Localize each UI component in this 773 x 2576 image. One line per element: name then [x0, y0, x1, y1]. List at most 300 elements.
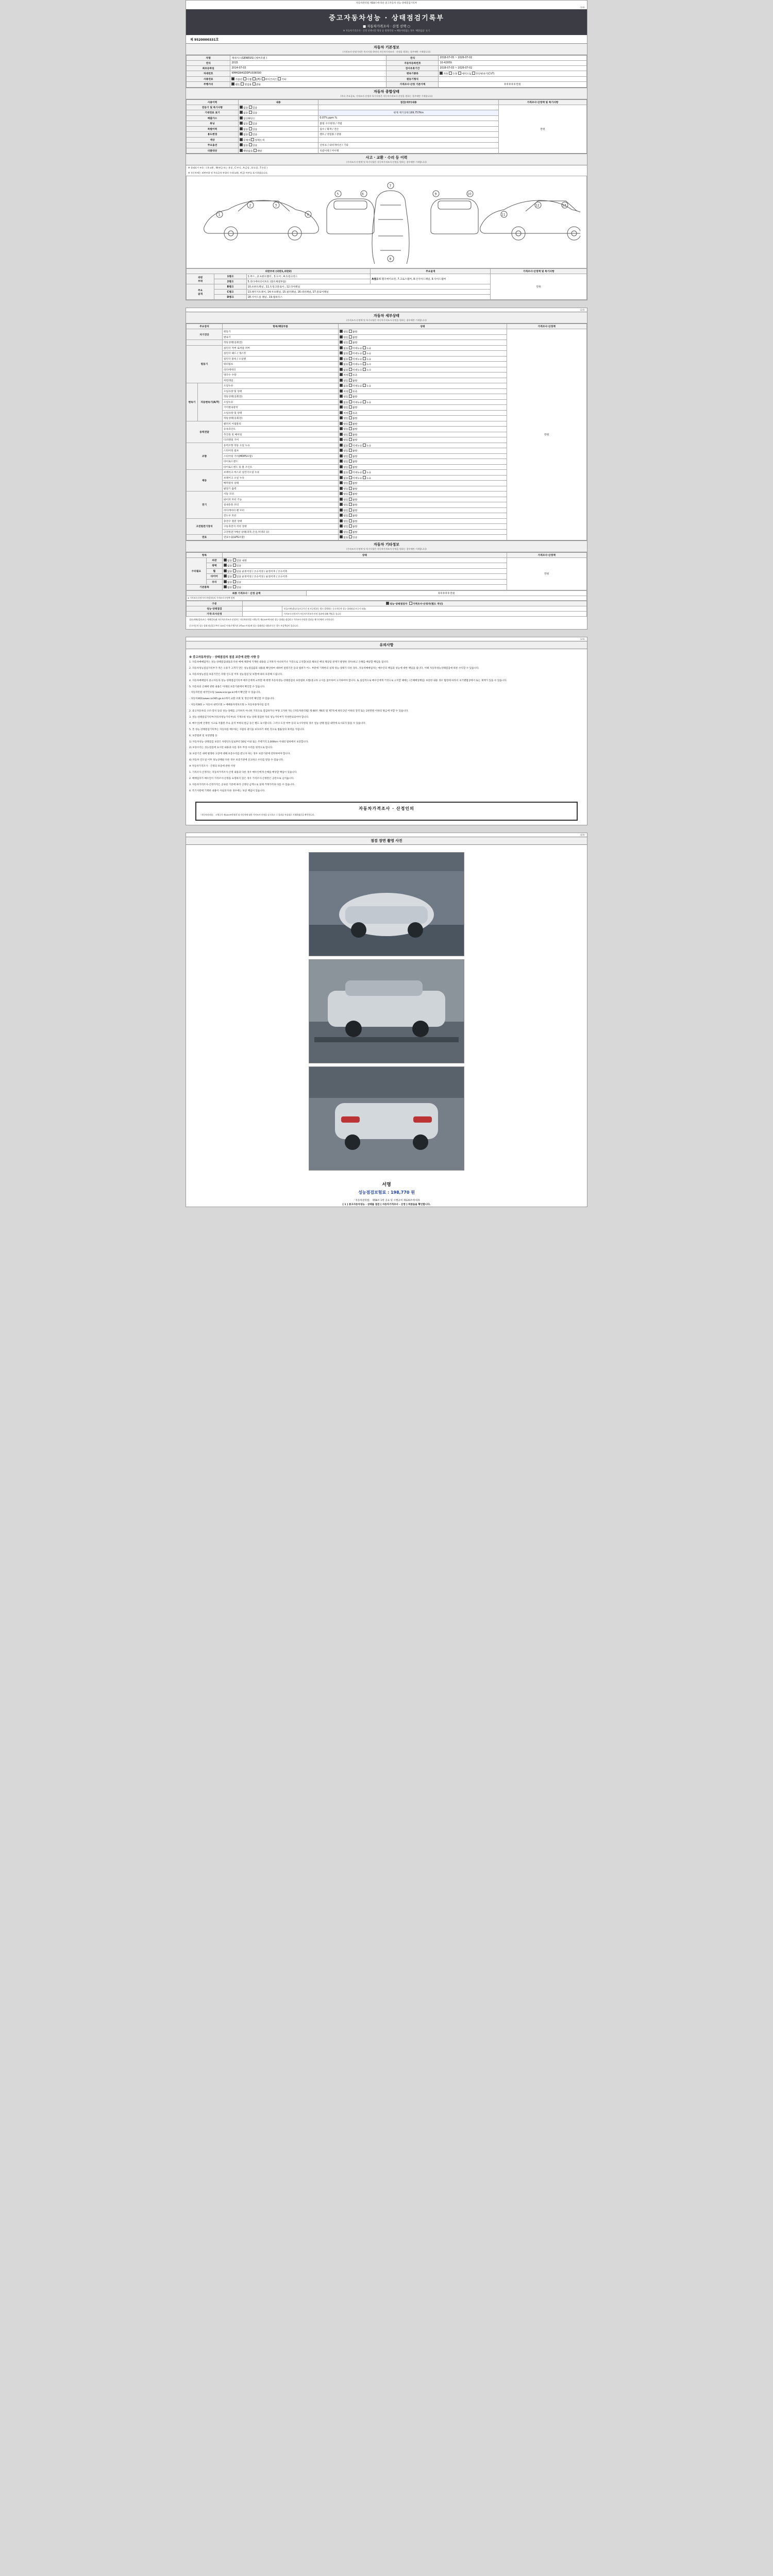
option-label: 불량	[352, 526, 358, 529]
checkbox-issue-1[interactable]	[349, 519, 352, 522]
serial-value: 9520000331호	[194, 38, 219, 42]
row-options	[239, 115, 318, 121]
detail-item-name: 클러치 어셈블리	[222, 421, 338, 427]
option-label: 불량	[352, 455, 358, 458]
checkbox-manual[interactable]	[449, 72, 452, 75]
checkbox-issue-1[interactable]	[349, 487, 352, 490]
checkbox-issue-1[interactable]	[349, 335, 352, 338]
col-header: 내용	[239, 99, 318, 105]
checkbox-issue-1[interactable]	[349, 498, 352, 501]
option-label: 없음	[343, 445, 349, 447]
accident-rank-table	[186, 268, 587, 300]
checkbox-yes[interactable]	[249, 143, 252, 146]
option-label: 있음	[252, 144, 258, 147]
detail-item-name: 커먼레일	[222, 378, 338, 383]
detail-item-options	[339, 378, 507, 383]
detail-item-name: 스티어링 기어(MDPS포함)	[222, 453, 338, 459]
checkbox-lpg[interactable]	[253, 77, 256, 80]
detail-item-options	[339, 497, 507, 502]
checkbox-good[interactable]	[340, 416, 343, 419]
rank-label: 1랭크	[214, 274, 246, 279]
checkbox-good[interactable]	[340, 379, 343, 382]
checkbox-issue-1[interactable]	[349, 470, 352, 473]
checkbox-yes[interactable]	[233, 580, 236, 583]
others-item-name: 광택	[206, 563, 222, 569]
others-item-detail: 운전석전 / 조수석전 / 운전석후 / 조수석후	[242, 575, 288, 579]
option-label: 기타	[281, 78, 287, 81]
insurance-fee-value: 198,770 원	[390, 1190, 415, 1195]
detail-item-name: 등속죠인트	[222, 427, 338, 432]
option-label: 없음	[343, 347, 349, 350]
checkbox-odo-biz[interactable]	[241, 82, 244, 86]
checkbox-issue-1[interactable]	[349, 379, 352, 382]
checkbox-good[interactable]	[340, 384, 343, 387]
option-label: 누유	[366, 471, 372, 474]
checkbox-issue-1[interactable]	[349, 438, 352, 441]
table-row	[187, 329, 587, 335]
checkbox-issue-1[interactable]	[349, 330, 352, 333]
checkbox-good[interactable]	[340, 330, 343, 333]
checkbox-gasoline[interactable]	[231, 77, 234, 80]
checkbox-good[interactable]	[340, 481, 343, 484]
option-label: 가솔린	[235, 78, 243, 81]
option-label: 세미오토	[462, 73, 472, 76]
checkbox-issue-1[interactable]	[349, 481, 352, 484]
checkbox-none[interactable]	[240, 127, 243, 130]
checkbox-good[interactable]	[340, 400, 343, 403]
detail-group-label: 원동기	[187, 345, 223, 383]
detail-item-name: 고전원전기배선 상태(피복,손상,커넥터 등)	[222, 529, 338, 535]
checkbox-issue-2[interactable]	[363, 368, 366, 371]
detail-item-name: 오일누유	[222, 383, 338, 389]
checkbox-issue-1[interactable]	[349, 524, 352, 528]
detail-item-name: 실린더 블록 / 오일팬	[222, 356, 338, 362]
detail-table-body	[187, 329, 587, 540]
checkbox-issue-1[interactable]	[349, 454, 352, 457]
checkbox-good[interactable]	[340, 470, 343, 473]
checkbox-yes[interactable]	[233, 564, 236, 567]
col-header: 가격조사·산정액 및 특기사항	[499, 99, 587, 105]
table-row	[187, 76, 587, 82]
others-footer-note: 상품(매매)업자(또는 매매업자)와 자동차가격조사·산정자는 자동차관리법 시행규칙 제120조에 따라 성능·상태를 점검하고 가격조사·산정한 결과를 매수인에게 고지합니다.	[189, 618, 334, 621]
rank-items: 5.라디에이터서포트 (볼트체결부품)	[246, 279, 371, 284]
checkbox-good[interactable]	[340, 449, 343, 452]
serial-row	[186, 35, 587, 43]
col-header: 상태	[339, 324, 507, 329]
checkbox-good[interactable]	[340, 465, 343, 468]
checkbox-none[interactable]	[224, 580, 227, 583]
option-label: 불량	[352, 482, 358, 485]
checkbox-yes[interactable]	[233, 558, 236, 562]
checkbox-none[interactable]	[224, 569, 227, 572]
checkbox-issue-1[interactable]	[349, 341, 352, 344]
checkbox-yes[interactable]	[254, 149, 257, 152]
option-label: 미세누유	[352, 445, 363, 447]
checkbox-hybrid[interactable]	[262, 77, 265, 80]
section-detail	[186, 312, 587, 324]
checkbox-yes[interactable]	[233, 585, 236, 588]
checkbox-issue-1[interactable]	[349, 411, 352, 414]
checkbox-good[interactable]	[340, 346, 343, 349]
checkbox-issue-1[interactable]	[349, 427, 352, 430]
checkbox-none[interactable]	[224, 585, 227, 588]
document-subnote: ※ 자동차가격조사 · 산정 선택시만 명칭 등 항목작성 → 해당사항없는 경우 '해당없음' 표기	[343, 30, 430, 32]
detail-note: 만원	[507, 329, 586, 540]
option-label: 일산화탄소	[243, 117, 256, 120]
checkbox-yes[interactable]	[233, 569, 236, 572]
checkbox-good[interactable]	[340, 514, 343, 517]
notice-item: 3. 자동차가격조사·산정가격은 공표된 기준에 따라 산정된 금액으로 실제 거래가격과 다를 수 있습니다.	[189, 783, 295, 786]
detail-item-options	[339, 502, 507, 508]
col-header: 상태	[222, 552, 507, 557]
row-key: 주요옵션	[187, 143, 239, 148]
rank-items: 13.패키지트레이, 14.루프패널, 15.필러패널, 16.대쉬패널, 17.플로어패널	[246, 290, 491, 295]
option-label: 없음	[227, 586, 233, 589]
checkbox-co[interactable]	[240, 116, 243, 120]
section-basic-sub: (가격조사·산정가격은 특기사항 하단의 자동차가격조사 · 산정을 원하는 경우에만 기재합니다)	[342, 50, 431, 53]
cell-value: KMHGW41DDFU036590	[230, 71, 386, 77]
cell-label: 차명	[187, 56, 230, 61]
option-label: 없음	[243, 123, 248, 126]
checkbox-performance-checker[interactable]	[386, 602, 389, 605]
declaration-title: 자동차가격조사 · 산정인의	[359, 806, 414, 811]
total-label: 최종 가격조사 · 산정 금액	[187, 590, 307, 596]
detail-item-options	[339, 464, 507, 470]
checkbox-none[interactable]	[240, 122, 243, 125]
detail-item-options	[339, 475, 507, 481]
option-label: 렌트	[235, 83, 240, 87]
detail-item-options	[339, 372, 507, 378]
others-item-name: 외관	[206, 557, 222, 563]
option-label: 없음	[343, 363, 349, 366]
checkbox-issue-1[interactable]	[349, 444, 352, 447]
checkbox-good[interactable]	[340, 503, 343, 506]
accident-legend-2: ※ 자동차에는 외판부위 및 주요골격 부위의 수리(교환, 판금) 여부를 표시하였습니다.	[188, 172, 268, 174]
outer-group-label: 외판 부위	[187, 274, 214, 284]
checkbox-good[interactable]	[340, 524, 343, 528]
cell-label: 검사유효기간	[386, 66, 439, 71]
rank-label: 2랭크	[214, 279, 246, 284]
checkbox-issue-2[interactable]	[363, 400, 366, 403]
option-label: 적정	[343, 391, 349, 393]
checkbox-good[interactable]	[340, 411, 343, 414]
svg-text:1: 1	[218, 213, 221, 217]
checkbox-good[interactable]	[340, 433, 343, 436]
checkbox-issue-2[interactable]	[363, 362, 366, 365]
checkbox-yes[interactable]	[233, 574, 236, 578]
detail-item-options	[339, 529, 507, 535]
checkbox-na[interactable]	[240, 149, 243, 152]
checkbox-good[interactable]	[340, 357, 343, 360]
sign-row-c2: 보증(서면)합니다(보증기간 및 보증범위는 별도 발행하는 중고자동차 성능·상태점검 보증서 따름)	[282, 606, 587, 612]
checkbox-none[interactable]	[224, 574, 227, 578]
checkbox-issue-1[interactable]	[349, 405, 352, 409]
checkbox-issue-2[interactable]	[363, 444, 366, 447]
checkbox-issue-2[interactable]	[363, 346, 366, 349]
table-row	[187, 606, 587, 612]
checkbox-issue-1[interactable]	[349, 416, 352, 419]
checkbox-good[interactable]	[340, 427, 343, 430]
odometer-value: 현재 계기상태 169,757Km	[318, 110, 499, 116]
option-label: 해당없음	[243, 150, 253, 152]
checkbox-issue-1[interactable]	[349, 509, 352, 512]
detail-item-options	[339, 340, 507, 346]
checkbox-good[interactable]	[340, 368, 343, 371]
diagram-markers	[216, 182, 568, 262]
checkbox-good[interactable]	[340, 487, 343, 490]
cell-value: 0 0 0 0 0 만원	[439, 82, 587, 88]
option-label: 불량	[352, 504, 358, 507]
notice-item: 3. 자동차성능점검 보증기간은 차량 인도일 이후 성능점검 및 보험에 따라 보증해 드립니다.	[189, 673, 283, 676]
svg-text:11: 11	[501, 213, 506, 217]
checkbox-odo-gov[interactable]	[253, 82, 256, 86]
option-label: 없음	[343, 385, 349, 388]
sign-row-c1	[242, 606, 282, 612]
detail-group-label: 고전원전기장치	[187, 518, 223, 535]
notice-item: 1. 자동차매매업자는 성능·상태점검내용과 다른 매매 체결에 기재한 내용을 고지하지 아니하거나 거짓으로 고지할(보증 채보신 배상 채상업 관계가 발생한 경우)하고 손해를 배상할 책임을 집니다.	[189, 661, 389, 664]
photo-lift	[309, 959, 464, 1063]
detail-item-options	[339, 524, 507, 530]
row-detail: 렌트 / 영업용 / 관용	[318, 132, 499, 138]
option-label: 양호	[343, 417, 349, 420]
sheet-1	[186, 0, 587, 300]
checkbox-good[interactable]	[340, 498, 343, 501]
checkbox-auto[interactable]	[440, 72, 443, 75]
detail-item-options	[339, 432, 507, 437]
table-row	[187, 105, 587, 110]
table-row	[187, 61, 587, 66]
detail-item-options	[339, 492, 507, 497]
checkbox-good[interactable]	[340, 351, 343, 354]
checkbox-good[interactable]	[340, 476, 343, 479]
option-label: 불량	[352, 417, 358, 420]
checkbox-good[interactable]	[340, 405, 343, 409]
cell-value	[439, 71, 587, 77]
option-label: 영업용	[244, 83, 252, 87]
checkbox-issue-2[interactable]	[363, 470, 366, 473]
checkbox-yes[interactable]	[249, 132, 252, 135]
option-label: 있음	[236, 586, 241, 589]
checkbox-yes[interactable]	[249, 106, 252, 109]
detail-item-options	[339, 367, 507, 372]
checkbox-issue-1[interactable]	[349, 395, 352, 398]
checkbox-issue-2[interactable]	[363, 384, 366, 387]
detail-item-options	[339, 453, 507, 459]
checkbox-good[interactable]	[340, 341, 343, 344]
option-label: 양호	[343, 510, 349, 512]
checkbox-good[interactable]	[340, 362, 343, 365]
checkbox-yes[interactable]	[249, 111, 252, 114]
checkbox-yes[interactable]	[249, 127, 252, 130]
checkbox-none[interactable]	[240, 111, 243, 114]
detail-item-name: 발전기 출력	[222, 486, 338, 492]
option-label: 불량	[352, 439, 358, 442]
col-header: 가격조사·산정액	[507, 552, 586, 557]
option-label: 없음	[243, 128, 248, 131]
cell-label: 원동기형식	[386, 76, 439, 82]
option-label: 미세누유	[352, 358, 363, 361]
checkbox-good[interactable]	[340, 444, 343, 447]
detail-item-name: 실린더 커버 로커암 커버	[222, 345, 338, 351]
detail-group-label: 연료	[187, 535, 223, 540]
checkbox-issue-1[interactable]	[349, 465, 352, 468]
notice-item: 2) 보증수리는 성능점검에 표시된 내용과 다를 경우 무상 수리를 원칙으로 합니다.	[189, 747, 273, 750]
detail-item-name: 작동상태(공회전)	[222, 394, 338, 400]
checkbox-good[interactable]	[340, 530, 343, 533]
checkbox-none[interactable]	[240, 132, 243, 135]
checkbox-issue-1[interactable]	[349, 492, 352, 495]
option-label: 부족	[352, 391, 358, 393]
signature-label: 서명	[382, 1182, 391, 1188]
checkbox-issue-1[interactable]	[349, 362, 352, 365]
checkbox-issue-1[interactable]	[349, 400, 352, 403]
checkbox-good[interactable]	[340, 454, 343, 457]
row-options	[239, 110, 318, 116]
checkbox-odo-ok[interactable]	[231, 82, 234, 86]
checkbox-issue-1[interactable]	[349, 368, 352, 371]
checkbox-issue-1[interactable]	[349, 476, 352, 479]
option-label: 없음	[227, 565, 233, 568]
option-label: 양호	[343, 439, 349, 442]
detail-item-name: 오일유량 및 상태	[222, 410, 338, 416]
checkbox-issue-2[interactable]	[363, 357, 366, 360]
photos-body	[186, 845, 587, 1178]
checkbox-good[interactable]	[340, 519, 343, 522]
option-label: 있음	[236, 575, 242, 579]
row-key: 색상	[187, 137, 239, 143]
checkbox-good[interactable]	[340, 460, 343, 463]
option-label: 없음	[227, 570, 233, 573]
checkbox-good[interactable]	[340, 422, 343, 425]
signature-table	[186, 601, 587, 617]
checkbox-issue-1[interactable]	[349, 422, 352, 425]
checkbox-good[interactable]	[340, 509, 343, 512]
option-label: 부족	[352, 412, 358, 415]
checkbox-issue-1[interactable]	[349, 449, 352, 452]
notice-item: 5. 자동차의 손해에 관한 내용은 아래의 보증기관에서 확인할 수 있습니다.	[189, 685, 265, 688]
checkbox-full[interactable]	[251, 138, 254, 141]
cell-label: 사용연료	[187, 76, 230, 82]
checkbox-issue-1[interactable]	[349, 351, 352, 354]
row-key: 특별이력	[187, 126, 239, 132]
option-label: 양호	[343, 499, 349, 501]
option-label: 없음	[343, 358, 349, 361]
detail-item-name: 배력장치 상태	[222, 481, 338, 486]
table-row	[187, 66, 587, 71]
cell-label: 차대번호	[187, 71, 230, 77]
option-label: 불량	[352, 331, 358, 334]
checkbox-good[interactable]	[340, 395, 343, 398]
checkbox-yes[interactable]	[249, 122, 252, 125]
checkbox-issue-1[interactable]	[349, 530, 352, 533]
notice-title: 유의사항	[379, 643, 394, 647]
checkbox-none[interactable]	[240, 138, 243, 141]
car-diagram-svg	[189, 178, 580, 264]
car-diagram-box	[186, 176, 587, 268]
option-label: 수동	[452, 73, 458, 76]
sign-col-header-note	[242, 601, 586, 606]
table-row	[187, 557, 587, 563]
total-value: 0 0 0 0 0 만원	[307, 590, 587, 596]
detail-item-options	[339, 416, 507, 421]
cell-value: 2018-07-03 ~ 2026-07-02	[439, 66, 587, 71]
checkbox-issue-1[interactable]	[349, 346, 352, 349]
detail-item-name: 냉각수 수량	[222, 372, 338, 378]
notice-item: ※ 자동차가격조사 · 산정의 보증에 관한 사항	[189, 765, 236, 768]
col-header: 사용이력	[187, 99, 239, 105]
cell-value: 제네시스(GENESIS) (세부모델 )	[230, 56, 386, 61]
checkbox-good[interactable]	[340, 438, 343, 441]
checkbox-issue-1[interactable]	[349, 535, 352, 538]
checkbox-good[interactable]	[340, 535, 343, 538]
checkbox-issue-1[interactable]	[349, 503, 352, 506]
cell-value: 2018-07-05 ~ 2026-07-02	[439, 56, 587, 61]
detail-item-options	[339, 427, 507, 432]
sign-col-header: 구분	[187, 601, 243, 606]
option-label: 불량	[352, 488, 358, 490]
checkbox-price-assessor[interactable]	[409, 602, 412, 605]
detail-item-name: 구동축전지 격리 상태	[222, 524, 338, 530]
checkbox-issue-2[interactable]	[363, 351, 366, 354]
option-label: 성능·상태점검자	[390, 603, 408, 605]
others-item-detail: 내장	[242, 560, 247, 562]
detail-item-options	[339, 443, 507, 448]
col-header: 점검(세부)내용	[318, 99, 499, 105]
checkbox-good[interactable]	[340, 492, 343, 495]
detail-item-name: 작동상태(공회전)	[222, 416, 338, 421]
checkbox-issue-1[interactable]	[349, 357, 352, 360]
detail-item-options	[339, 388, 507, 394]
checkbox-issue-1[interactable]	[349, 384, 352, 387]
option-label: 누유	[366, 477, 372, 480]
row-detail: 0.07% ppm %	[318, 115, 499, 121]
option-label: 있음	[252, 107, 258, 109]
checkbox-good[interactable]	[340, 335, 343, 338]
checkbox-issue-1[interactable]	[349, 433, 352, 436]
others-item-options	[222, 574, 507, 580]
checkbox-issue-1[interactable]	[349, 460, 352, 463]
row-detail: 침수 / 화재 / 전손	[318, 126, 499, 132]
detail-item-options	[339, 459, 507, 465]
detail-item-options	[339, 448, 507, 454]
row-key: 튜닝	[187, 121, 239, 127]
checkbox-none[interactable]	[224, 558, 227, 562]
option-label: 양호	[343, 493, 349, 496]
checkbox-issue-1[interactable]	[349, 373, 352, 376]
others-item-detail: 운전석전 / 조수석전 / 운전석후 / 조수석후	[242, 570, 288, 573]
row-options	[239, 126, 318, 132]
detail-item-name: 변속기	[222, 334, 338, 340]
cell-label: 연식	[386, 56, 439, 61]
others-group-label: 기본품목	[187, 585, 223, 590]
checkbox-good[interactable]	[340, 389, 343, 393]
checkbox-none[interactable]	[224, 564, 227, 567]
row-key: 기대연료 표기	[187, 110, 239, 116]
option-label: 양호	[343, 434, 349, 436]
checkbox-issue-1[interactable]	[349, 514, 352, 517]
checkbox-issue-1[interactable]	[349, 389, 352, 393]
checkbox-semi[interactable]	[458, 72, 461, 75]
checkbox-cvt[interactable]	[472, 72, 475, 75]
checkbox-none[interactable]	[240, 106, 243, 109]
frame-group-label: 주요 골격	[187, 284, 214, 300]
checkbox-diesel[interactable]	[243, 77, 246, 80]
checkbox-issue-2[interactable]	[363, 476, 366, 479]
checkbox-etc[interactable]	[278, 77, 281, 80]
table-row	[187, 82, 587, 88]
checkbox-good[interactable]	[340, 373, 343, 376]
checkbox-none[interactable]	[240, 143, 243, 146]
